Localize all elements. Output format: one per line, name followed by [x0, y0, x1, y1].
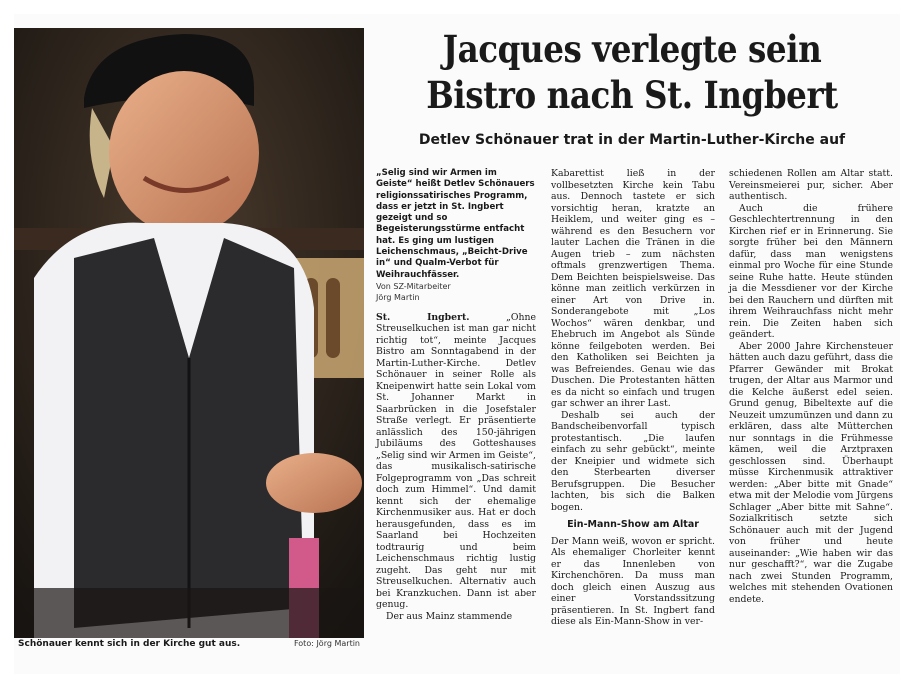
photo-caption	[18, 638, 364, 650]
body-paragraph: schiedenen Rollen am Altar statt. Vereinsmeierei pur, sicher. Aber authentisch.	[729, 168, 893, 202]
subheadline: Detlev Schönauer trat in der Martin-Luther-Kirche auf	[418, 132, 846, 148]
lead-paragraph: „Selig sind wir Armen im Geiste“ heißt Detlev Schönauers religionssatirisches Programm, dass er jetzt in St. Ingbert gezeigt und so Begeisterungsstürme entfacht hat. Es ging um lustigen Leichenschmaus, „Beicht-Drive in“ und Qualm-Verbot für Weihrauchfässer.	[376, 168, 535, 280]
article-photo	[14, 28, 364, 638]
headline-line-1: Jacques verlegte sein	[442, 27, 822, 71]
performer-photo-illustration	[14, 28, 364, 638]
intertitle: Ein-Mann-Show am Altar	[567, 519, 699, 530]
body-text: „Ohne Streuselkuchen ist man gar nicht richtig tot“, meinte Jacques Bistro am Sonntagabend in der Martin-Luther-Kirche. Detlev Schönauer in seiner Rolle als Kneipenwirt hatte sein Lokal vom St. Johanner Markt in Saarbrücken in die Josefstaler Straße verlegt. Er präsentierte anlässlich des 150-jährigen Jubiläums des Gotteshauses „Selig sind wir Armen im Geiste“, das musikalisch-satirische Folgeprogramm von „Das schreit doch zum Himmel“. Und damit kennt sich der ehemalige Kirchenmusiker aus. Hat er doch herausgefunden, dass es im Saarland bei Hochzeiten todtraurig und beim Leichenschmaus richtig lustig zugeht. Das geht nur mit Streuselkuchen. Alternativ auch bei Kranzkuchen. Dann ist aber genug.	[376, 311, 536, 611]
body-paragraph	[376, 312, 536, 611]
body-paragraph: Der aus Mainz stammende	[386, 610, 513, 622]
body-paragraph: Aber 2000 Jahre Kirchensteuer hätten auch dazu geführt, dass die Pfarrer Gewänder mit Brokat trugen, der Altar aus Marmor und die Kelche äußerst edel seien. Grund genug, Bibeltexte auf die Neuzeit umzumünzen und dann zu erklären, dass alte Mütterchen nur sonntags in die Frühmesse kämen, weil die Arztpraxen geschlossen sind. Überhaupt müsse Kirchenmusik attraktiver werden: „Aber bitte mit Gnade“ etwa mit der Melodie vom Jürgens Schlager „Aber bitte mit Sahne“. Sozialkritisch setzte sich Schönauer auch mit der Jugend von früher und heute auseinander: „Wie haben wir das nur geschafft?“, war die Zugabe nach zwei Stunden Programm, welches mit stehenden Ovationen endete.	[729, 340, 893, 605]
article-column-2	[551, 168, 715, 628]
byline-author: Jörg Martin	[376, 292, 420, 302]
body-paragraph: Auch die frühere Geschlechtertrennung in den Kirchen rief er in Erinnerung. Sie sorgte früher bei den Männern dafür, dass man wenigstens einmal pro Woche für eine Stunde seine Ruhe hatte. Heute stünden ja die Messdiener vor der Kirche bei den Rauchern und dürften mit ihrem Weihrauchfass nicht mehr rein. Die Zeiten haben sich geändert.	[729, 202, 893, 340]
dateline: St. Ingbert.	[376, 311, 470, 323]
headline	[403, 26, 861, 118]
caption-text: Schönauer kennt sich in der Kirche gut aus.	[18, 639, 241, 649]
body-paragraph: Kabarettist ließ in der vollbesetzten Kirche kein Tabu aus. Dennoch tastete er sich vorsichtig heran, kratzte an Heiklem, und weiter ging es – während es den Besuchern vor lauter Lachen die Tränen in die Augen trieb – zum nächsten oftmals grenzwertigen Thema. Dem Beichten beispielsweise. Das könne man zeitlich verkürzen in einer Art von Drive in. Sonderangebote mit „Los Wochos“ wären denkbar, und Ehebruch im Angebot als Sünde könne feilgeboten werden. Bei den Katholiken sei Beichten ja was Befreiendes. Genau wie das Duschen. Die Protestanten hätten es da nicht so einfach und trugen gar schwer an ihrer Last.	[551, 168, 715, 409]
article-column-3	[729, 168, 893, 605]
headline-line-2: Bistro nach St. Ingbert	[426, 73, 838, 117]
body-paragraph: Deshalb sei auch der Bandscheibenvorfall typisch protestantisch. „Die laufen einfach zu sehr gebückt“, meinte der Kneipier und widmete sich den Sterbearten diverser Berufsgruppen. Die Besucher lachten, bis sich die Balken bogen.	[551, 409, 715, 513]
article-column-1	[376, 168, 536, 622]
photo-credit: Foto: Jörg Martin	[293, 639, 360, 648]
byline	[376, 281, 536, 303]
body-paragraph: Der Mann weiß, wovon er spricht. Als ehemaliger Chorleiter kennt er das Innenleben von Kirchenchören. Da muss man doch gleich einen Auszug aus einer Vorstandssitzung präsentieren. In St. Ingbert fand diese als Ein-Mann-Show in ver-	[551, 535, 715, 627]
byline-role: Von SZ-Mitarbeiter	[376, 281, 451, 291]
